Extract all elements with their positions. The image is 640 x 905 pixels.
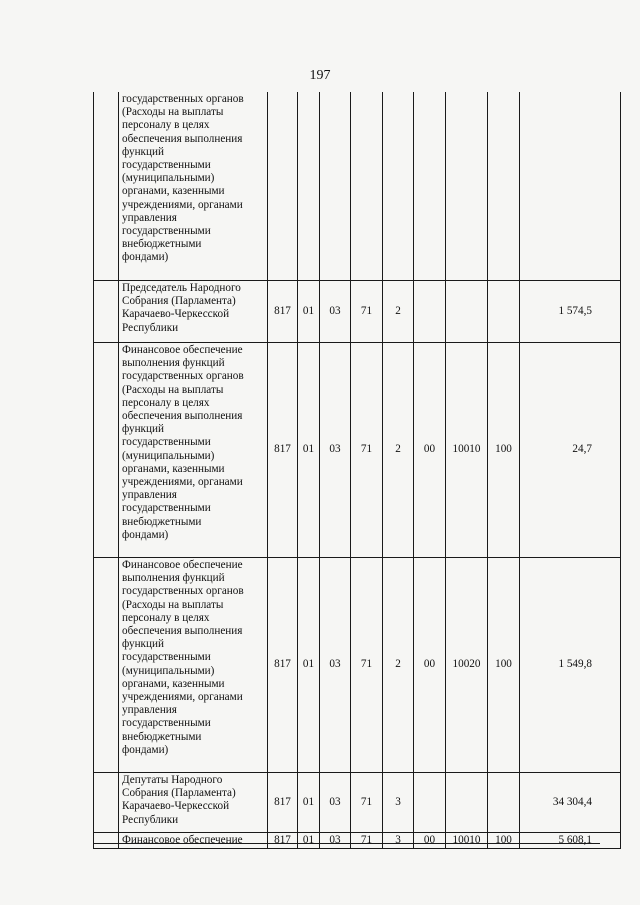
program-cell: 71 [351, 773, 383, 833]
subsection-cell: 03 [320, 558, 351, 773]
table-row [94, 281, 621, 343]
table-row [94, 773, 621, 833]
expense-type-cell: 100 [488, 833, 520, 849]
subprogram-cell: 3 [383, 833, 414, 849]
expense-type-cell: 100 [488, 558, 520, 773]
grbs-cell [268, 92, 298, 281]
grbs-cell: 817 [268, 343, 298, 558]
subsection-cell: 03 [320, 773, 351, 833]
blank-cell [94, 92, 119, 281]
direction-cell: 10020 [446, 558, 488, 773]
item-name-cell: Председатель Народного Собрания (Парламента) Карачаево-Черкесской Республики [119, 281, 268, 343]
program-cell: 71 [351, 343, 383, 558]
expense-type-cell [488, 92, 520, 281]
main-activity-cell: 00 [414, 343, 446, 558]
amount-cell: 1 574,5 [520, 281, 621, 343]
amount-cell: 24,7 [520, 343, 621, 558]
subprogram-cell: 2 [383, 558, 414, 773]
direction-cell [446, 773, 488, 833]
item-name-cell: Депутаты Народного Собрания (Парламента) Карачаево-Черкесской Республики [119, 773, 268, 833]
subsection-cell: 03 [320, 281, 351, 343]
main-activity-cell [414, 773, 446, 833]
page-number: 197 [309, 68, 331, 83]
blank-cell [94, 343, 119, 558]
blank-cell [94, 773, 119, 833]
program-cell: 71 [351, 281, 383, 343]
table-row [94, 558, 621, 773]
direction-cell [446, 92, 488, 281]
direction-cell: 10010 [446, 343, 488, 558]
main-activity-cell: 00 [414, 833, 446, 849]
program-cell: 71 [351, 833, 383, 849]
program-cell [351, 92, 383, 281]
section-cell: 01 [298, 558, 320, 773]
item-name-cell: государственных органов (Расходы на выплаты персоналу в целях обеспечения выполнения функций государственными (муниципальными) органами, казенными учреждениями, органами управления государственными внебюджетными фондами) [119, 92, 268, 281]
item-name-cell: Финансовое обеспечение выполнения функций государственных органов (Расходы на выплаты персоналу в целях обеспечения выполнения функций государственными (муниципальными) органами, казенными учреждениями, органами управления государственными внебюджетными фондами) [119, 343, 268, 558]
item-name-cell: Финансовое обеспечение [119, 833, 268, 849]
item-name-cell: Финансовое обеспечение выполнения функций государственных органов (Расходы на выплаты персоналу в целях обеспечения выполнения функций государственными (муниципальными) органами, казенными учреждениями, органами управления государственными внебюджетными фондами) [119, 558, 268, 773]
grbs-cell: 817 [268, 773, 298, 833]
table-row [94, 343, 621, 558]
expense-type-cell [488, 773, 520, 833]
subprogram-cell: 2 [383, 343, 414, 558]
section-cell: 01 [298, 343, 320, 558]
subsection-cell: 03 [320, 833, 351, 849]
expense-type-cell: 100 [488, 343, 520, 558]
main-activity-cell [414, 92, 446, 281]
subsection-cell [320, 92, 351, 281]
subprogram-cell: 2 [383, 281, 414, 343]
section-cell: 01 [298, 281, 320, 343]
subprogram-cell [383, 92, 414, 281]
expense-type-cell [488, 281, 520, 343]
main-activity-cell [414, 281, 446, 343]
grbs-cell: 817 [268, 558, 298, 773]
amount-cell: 1 549,8 [520, 558, 621, 773]
section-cell: 01 [298, 773, 320, 833]
main-activity-cell: 00 [414, 558, 446, 773]
grbs-cell: 817 [268, 833, 298, 849]
amount-cell: 5 608,1 [520, 833, 621, 849]
table-row [94, 92, 621, 281]
direction-cell [446, 281, 488, 343]
amount-cell: 34 304,4 [520, 773, 621, 833]
direction-cell: 10010 [446, 833, 488, 849]
section-cell: 01 [298, 833, 320, 849]
blank-cell [94, 281, 119, 343]
bottom-rule [93, 843, 600, 844]
table-row [94, 833, 621, 849]
subprogram-cell: 3 [383, 773, 414, 833]
budget-table [93, 92, 621, 849]
blank-cell [94, 833, 119, 849]
subsection-cell: 03 [320, 343, 351, 558]
section-cell [298, 92, 320, 281]
program-cell: 71 [351, 558, 383, 773]
amount-cell [520, 92, 621, 281]
grbs-cell: 817 [268, 281, 298, 343]
blank-cell [94, 558, 119, 773]
